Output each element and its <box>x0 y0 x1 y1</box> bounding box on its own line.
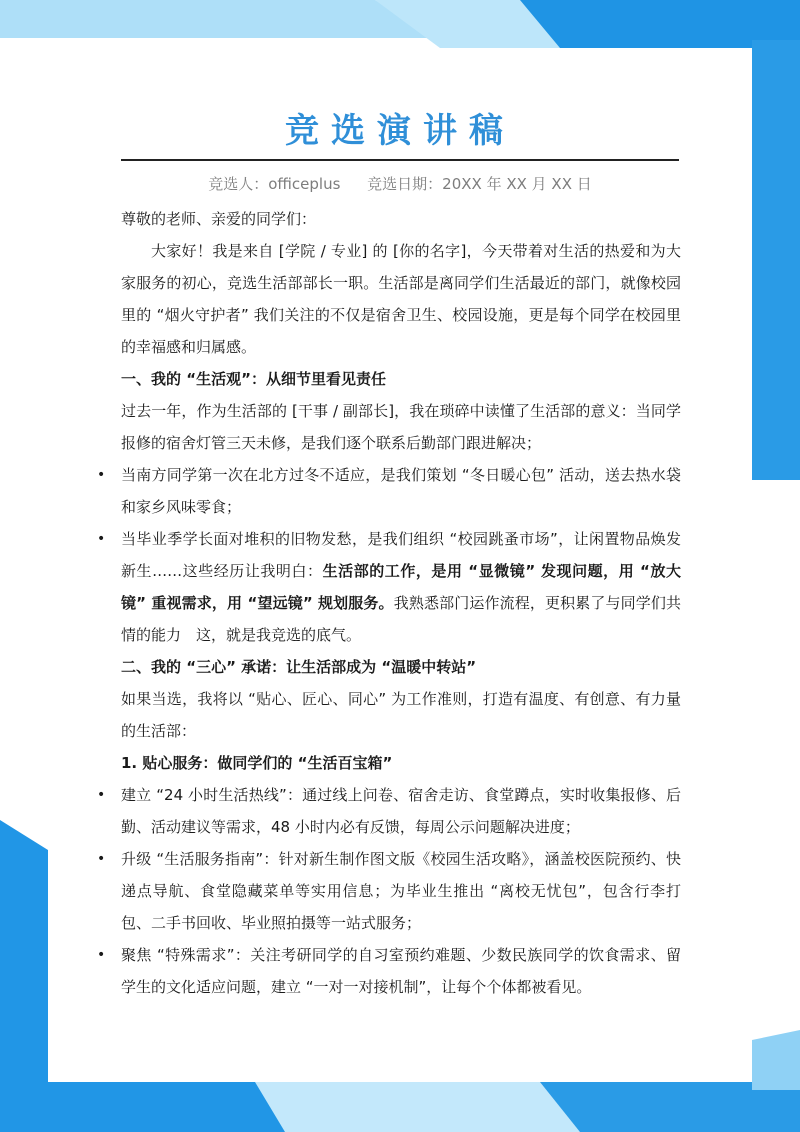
section-1-heading: 一、我的 “生活观”：从细节里看见责任 <box>121 370 386 388</box>
list-item-text: 我熟悉部门运作流程，更积累了与同学们共情的能力 这，就是我竞选的底气。 <box>121 594 681 644</box>
title-divider <box>121 159 679 161</box>
section-2-paragraph: 如果当选，我将以 “贴心、匠心、同心” 为工作准则，打造有温度、有创意、有力量的生活部： <box>121 690 681 740</box>
list-item: • 当南方同学第一次在北方过冬不适应，是我们策划 “冬日暖心包” 活动，送去热水袋和家乡风味零食； <box>121 459 681 523</box>
list-item: • 建立 “24 小时生活热线”：通过线上问卷、宿舍走访、食堂蹲点，实时收集报修、后勤、活动建议等需求，48 小时内必有反馈，每周公示问题解决进度； <box>121 779 681 843</box>
candidate-label: 竞选人：officeplus <box>208 175 341 193</box>
list-item: • 聚焦 “特殊需求”：关注考研同学的自习室预约难题、少数民族同学的饮食需求、留学生的文化适应问题，建立 “一对一对接机制”，让每个个体都被看见。 <box>121 939 681 1003</box>
list-item-emphasis: 生活部的工作，是用 “显微镜” 发现问题，用 “放大镜” 重视需求，用 “望远镜” 规划服务。 <box>121 562 681 612</box>
intro-paragraph: 大家好！我是来自 [学院 / 专业] 的 [你的名字]，今天带着对生活的热爱和为大家服务的初心，竞选生活部部长一职。生活部是离同学们生活最近的部门，就像校园里的 “烟火守护者” 我们关注的不仅是宿舍卫生、校园设施，更是每个同学在校园里的幸福感和归属感。 <box>121 242 681 356</box>
document-body <box>121 203 681 1003</box>
document-meta <box>0 173 800 195</box>
section-2-heading: 二、我的 “三心” 承诺：让生活部成为 “温暖中转站” <box>121 658 477 676</box>
section-2-subheading: 1. 贴心服务：做同学们的 “生活百宝箱” <box>121 754 393 772</box>
list-item: • 升级 “生活服务指南”：针对新生制作图文版《校园生活攻略》，涵盖校医院预约、快递点导航、食堂隐藏菜单等实用信息；为毕业生推出 “离校无忧包”，包含行李打包、二手书回收、毕业照拍摄等一站式服务； <box>121 843 681 939</box>
list-item-text: 当毕业季学长面对堆积的旧物发愁，是我们组织 “校园跳蚤市场”，让闲置物品焕发新生……这些经历让我明白： <box>121 530 681 580</box>
greeting: 尊敬的老师、亲爱的同学们： <box>121 210 317 228</box>
date-label: 竞选日期：20XX 年 XX 月 XX 日 <box>367 175 592 193</box>
section-1-list <box>121 459 681 651</box>
section-1-paragraph: 过去一年，作为生活部的 [干事 / 副部长]，我在琐碎中读懂了生活部的意义：当同学报修的宿舍灯管三天未修，是我们逐个联系后勤部门跟进解决； <box>121 402 681 452</box>
page-title: 竞选演讲稿 <box>285 111 515 151</box>
list-item <box>121 523 681 651</box>
section-2-list <box>121 779 681 1003</box>
